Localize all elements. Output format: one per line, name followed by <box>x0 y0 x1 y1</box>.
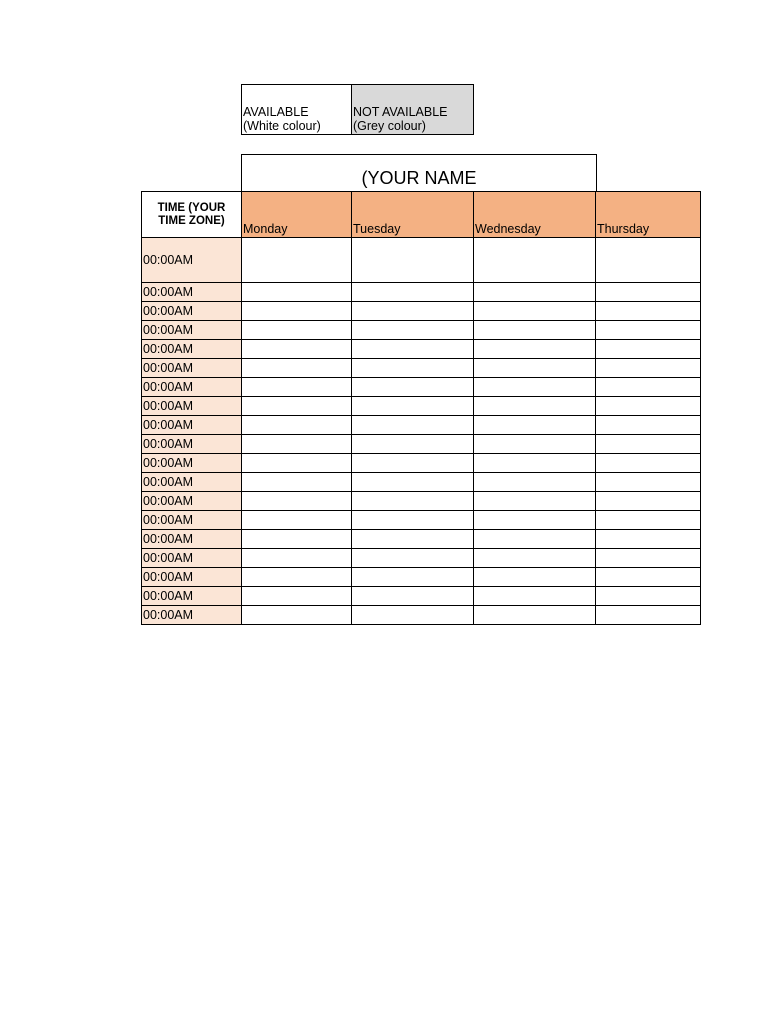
time-cell: 00:00AM <box>142 606 242 625</box>
time-cell: 00:00AM <box>142 454 242 473</box>
slot-cell-wednesday[interactable] <box>474 435 596 454</box>
slot-cell-tuesday[interactable] <box>352 549 474 568</box>
schedule-title: (YOUR NAME <box>241 154 597 192</box>
slot-cell-monday[interactable] <box>242 321 352 340</box>
slot-cell-monday[interactable] <box>242 568 352 587</box>
slot-cell-wednesday[interactable] <box>474 238 596 283</box>
slot-cell-tuesday[interactable] <box>352 397 474 416</box>
slot-cell-thursday[interactable] <box>596 606 701 625</box>
day-header-thursday: Thursday <box>596 192 701 238</box>
slot-cell-tuesday[interactable] <box>352 302 474 321</box>
table-row <box>142 238 701 283</box>
slot-cell-thursday[interactable] <box>596 378 701 397</box>
table-row <box>142 340 701 359</box>
slot-cell-wednesday[interactable] <box>474 416 596 435</box>
slot-cell-monday[interactable] <box>242 340 352 359</box>
slot-cell-monday[interactable] <box>242 454 352 473</box>
slot-cell-monday[interactable] <box>242 435 352 454</box>
slot-cell-thursday[interactable] <box>596 511 701 530</box>
slot-cell-wednesday[interactable] <box>474 359 596 378</box>
table-row <box>142 378 701 397</box>
slot-cell-tuesday[interactable] <box>352 530 474 549</box>
time-cell: 00:00AM <box>142 473 242 492</box>
time-cell: 00:00AM <box>142 416 242 435</box>
slot-cell-tuesday[interactable] <box>352 568 474 587</box>
slot-cell-monday[interactable] <box>242 302 352 321</box>
slot-cell-thursday[interactable] <box>596 549 701 568</box>
slot-cell-wednesday[interactable] <box>474 454 596 473</box>
table-row <box>142 397 701 416</box>
table-row <box>142 587 701 606</box>
table-row <box>142 492 701 511</box>
slot-cell-tuesday[interactable] <box>352 340 474 359</box>
slot-cell-wednesday[interactable] <box>474 492 596 511</box>
slot-cell-monday[interactable] <box>242 378 352 397</box>
table-row <box>142 511 701 530</box>
time-cell: 00:00AM <box>142 530 242 549</box>
time-cell: 00:00AM <box>142 321 242 340</box>
legend-available-label: AVAILABLE <box>243 105 309 119</box>
slot-cell-tuesday[interactable] <box>352 511 474 530</box>
slot-cell-tuesday[interactable] <box>352 492 474 511</box>
slot-cell-monday[interactable] <box>242 397 352 416</box>
slot-cell-monday[interactable] <box>242 238 352 283</box>
time-cell: 00:00AM <box>142 568 242 587</box>
table-row <box>142 606 701 625</box>
slot-cell-thursday[interactable] <box>596 473 701 492</box>
availability-table <box>141 191 701 625</box>
table-row <box>142 568 701 587</box>
slot-cell-monday[interactable] <box>242 492 352 511</box>
day-header-tuesday: Tuesday <box>352 192 474 238</box>
time-cell: 00:00AM <box>142 397 242 416</box>
slot-cell-wednesday[interactable] <box>474 302 596 321</box>
slot-cell-monday[interactable] <box>242 530 352 549</box>
slot-cell-monday[interactable] <box>242 473 352 492</box>
slot-cell-thursday[interactable] <box>596 416 701 435</box>
time-cell: 00:00AM <box>142 549 242 568</box>
slot-cell-tuesday[interactable] <box>352 473 474 492</box>
time-cell: 00:00AM <box>142 511 242 530</box>
slot-cell-tuesday[interactable] <box>352 378 474 397</box>
table-row <box>142 530 701 549</box>
day-header-wednesday: Wednesday <box>474 192 596 238</box>
slot-cell-thursday[interactable] <box>596 340 701 359</box>
time-cell: 00:00AM <box>142 492 242 511</box>
slot-cell-wednesday[interactable] <box>474 378 596 397</box>
slot-cell-thursday[interactable] <box>596 302 701 321</box>
table-row <box>142 283 701 302</box>
slot-cell-wednesday[interactable] <box>474 340 596 359</box>
slot-cell-wednesday[interactable] <box>474 530 596 549</box>
slot-cell-thursday[interactable] <box>596 568 701 587</box>
slot-cell-wednesday[interactable] <box>474 397 596 416</box>
slot-cell-thursday[interactable] <box>596 587 701 606</box>
slot-cell-thursday[interactable] <box>596 454 701 473</box>
time-column-header: TIME (YOUR TIME ZONE) <box>142 192 242 238</box>
slot-cell-tuesday[interactable] <box>352 321 474 340</box>
time-cell: 00:00AM <box>142 340 242 359</box>
slot-cell-monday[interactable] <box>242 416 352 435</box>
slot-cell-wednesday[interactable] <box>474 473 596 492</box>
slot-cell-wednesday[interactable] <box>474 549 596 568</box>
time-cell: 00:00AM <box>142 302 242 321</box>
slot-cell-thursday[interactable] <box>596 359 701 378</box>
time-cell: 00:00AM <box>142 435 242 454</box>
slot-cell-wednesday[interactable] <box>474 606 596 625</box>
table-row <box>142 359 701 378</box>
slot-cell-tuesday[interactable] <box>352 359 474 378</box>
slot-cell-tuesday[interactable] <box>352 435 474 454</box>
slot-cell-tuesday[interactable] <box>352 238 474 283</box>
time-cell: 00:00AM <box>142 587 242 606</box>
slot-cell-tuesday[interactable] <box>352 416 474 435</box>
time-cell: 00:00AM <box>142 378 242 397</box>
table-row <box>142 454 701 473</box>
slot-cell-thursday[interactable] <box>596 492 701 511</box>
slot-cell-tuesday[interactable] <box>352 587 474 606</box>
slot-cell-tuesday[interactable] <box>352 606 474 625</box>
slot-cell-wednesday[interactable] <box>474 568 596 587</box>
table-row <box>142 435 701 454</box>
table-row <box>142 549 701 568</box>
slot-cell-thursday[interactable] <box>596 530 701 549</box>
legend-not-available-note: (Grey colour) <box>353 119 426 133</box>
slot-cell-thursday[interactable] <box>596 238 701 283</box>
legend-available-box <box>241 84 352 135</box>
table-row <box>142 473 701 492</box>
slot-cell-tuesday[interactable] <box>352 454 474 473</box>
table-row <box>142 321 701 340</box>
slot-cell-monday[interactable] <box>242 359 352 378</box>
slot-cell-wednesday[interactable] <box>474 321 596 340</box>
slot-cell-thursday[interactable] <box>596 321 701 340</box>
table-row <box>142 416 701 435</box>
legend-available-note: (White colour) <box>243 119 321 133</box>
slot-cell-monday[interactable] <box>242 587 352 606</box>
slot-cell-tuesday[interactable] <box>352 283 474 302</box>
table-row <box>142 302 701 321</box>
day-header-monday: Monday <box>242 192 352 238</box>
slot-cell-wednesday[interactable] <box>474 587 596 606</box>
slot-cell-thursday[interactable] <box>596 283 701 302</box>
slot-cell-monday[interactable] <box>242 283 352 302</box>
slot-cell-monday[interactable] <box>242 606 352 625</box>
slot-cell-monday[interactable] <box>242 511 352 530</box>
slot-cell-thursday[interactable] <box>596 397 701 416</box>
legend-not-available-label: NOT AVAILABLE <box>353 105 448 119</box>
slot-cell-thursday[interactable] <box>596 435 701 454</box>
legend-not-available-box <box>351 84 474 135</box>
time-cell: 00:00AM <box>142 283 242 302</box>
slot-cell-monday[interactable] <box>242 549 352 568</box>
table-header-row <box>142 192 701 238</box>
slot-cell-wednesday[interactable] <box>474 511 596 530</box>
time-cell: 00:00AM <box>142 238 242 283</box>
time-cell: 00:00AM <box>142 359 242 378</box>
slot-cell-wednesday[interactable] <box>474 283 596 302</box>
